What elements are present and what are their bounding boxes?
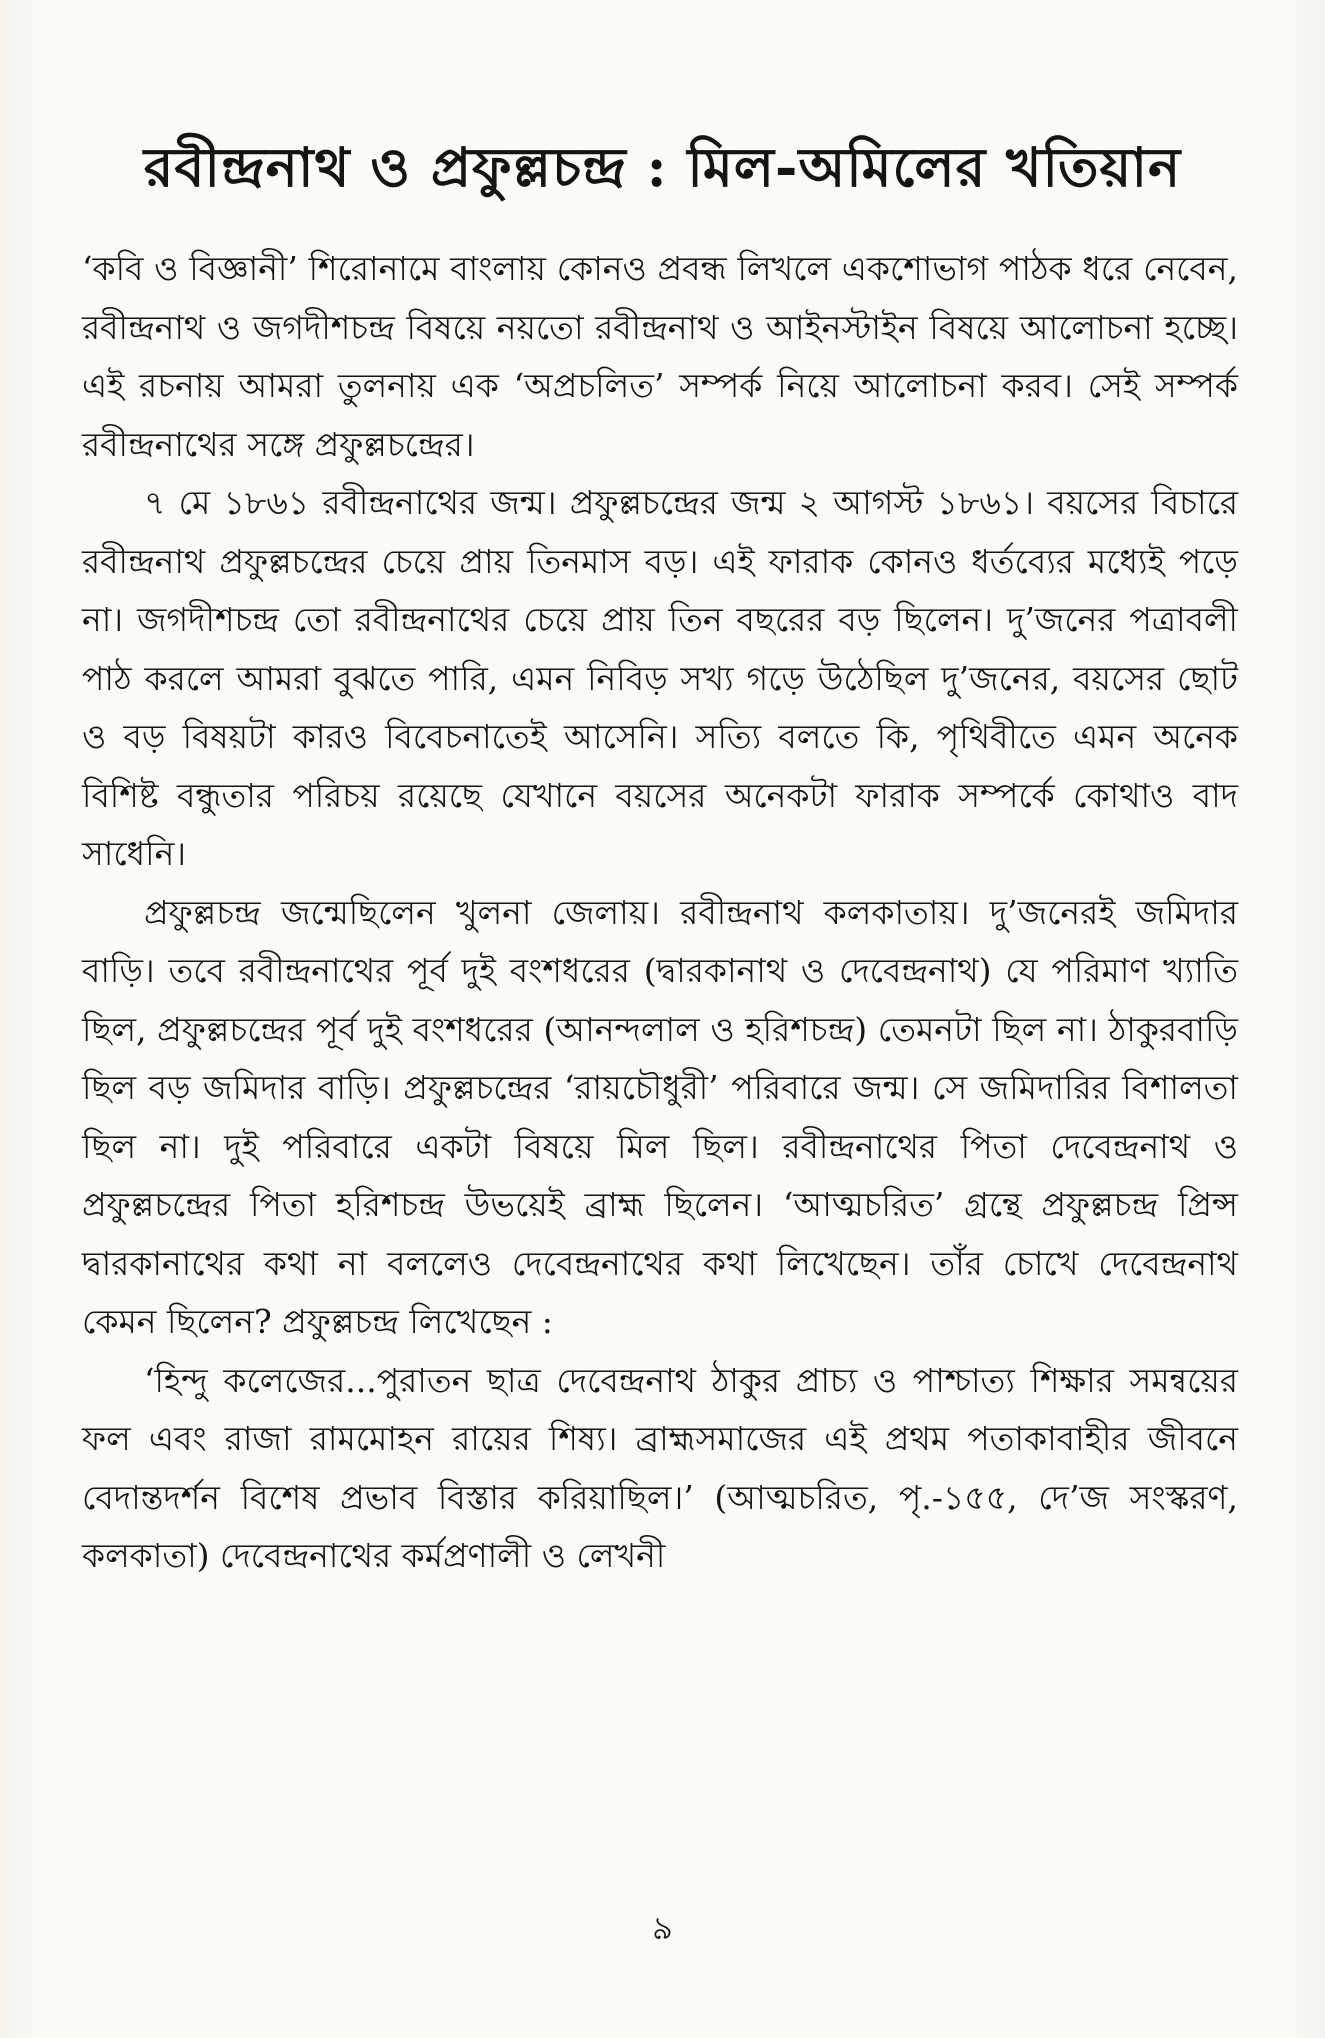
page-number: ৯ xyxy=(652,1909,673,1947)
paragraph-intro: ‘কবি ও বিজ্ঞানী’ শিরোনামে বাংলায় কোনও প্রবন্ধ লিখলে একশোভাগ পাঠক ধরে নেবেন, রবীন্দ্রনাথ ও জগদীশচন্দ্র বিষয়ে নয়তো রবীন্দ্রনাথ ও আইনস্টাইন বিষয়ে আলোচনা হচ্ছে। এই রচনায় আমরা তুলনায় এক ‘অপ্রচলিত’ সম্পর্ক নিয়ে আলোচনা করব। সেই সম্পর্ক রবীন্দ্রনাথের সঙ্গে প্রফুল্লচন্দ্রের। xyxy=(82,249,1238,464)
paragraph-quote: ‘হিন্দু কলেজের...পুরাতন ছাত্র দেবেন্দ্রনাথ ঠাকুর প্রাচ্য ও পাশ্চাত্য শিক্ষার সমন্বয়ের ফল এবং রাজা রামমোহন রায়ের শিষ্য। ব্রাহ্মসমাজের এই প্রথম পতাকাবাহীর জীবনে বেদান্তদর্শন বিশেষ প্রভাব বিস্তার করিয়াছিল।’ (আত্মচরিত, পৃ.-১৫৫, দে’জ সংস্করণ, কলকাতা) দেবেন্দ্রনাথের কর্মপ্রণালী ও লেখনী xyxy=(82,1360,1238,1575)
paragraph-family: প্রফুল্লচন্দ্র জন্মেছিলেন খুলনা জেলায়। রবীন্দ্রনাথ কলকাতায়। দু’জনেরই জমিদার বাড়ি। তবে রবীন্দ্রনাথের পূর্ব দুই বংশধরের (দ্বারকানাথ ও দেবেন্দ্রনাথ) যে পরিমাণ খ্যাতি ছিল, প্রফুল্লচন্দ্রের পূর্ব দুই বংশধরের (আনন্দলাল ও হরিশচন্দ্র) তেমনটা ছিল না। ঠাকুরবাড়ি ছিল বড় জমিদার বাড়ি। প্রফুল্লচন্দ্রের ‘রায়চৌধুরী’ পরিবারে জন্ম। সে জমিদারির বিশালতা ছিল না। দুই পরিবারে একটা বিষয়ে মিল ছিল। রবীন্দ্রনাথের পিতা দেবেন্দ্রনাথ ও প্রফুল্লচন্দ্রের পিতা হরিশচন্দ্র উভয়েই ব্রাহ্ম ছিলেন। ‘আত্মচরিত’ গ্রন্থে প্রফুল্লচন্দ্র প্রিন্স দ্বারকানাথের কথা না বললেও দেবেন্দ্রনাথের কথা লিখেছেন। তাঁর চোখে দেবেন্দ্রনাথ কেমন ছিলেন? প্রফুল্লচন্দ্র লিখেছেন : xyxy=(82,892,1238,1341)
bleed-through-shadow xyxy=(110,10,120,48)
body-text xyxy=(82,240,1238,1586)
chapter-title: রবীন্দ্রনাথ ও প্রফুল্লচন্দ্র : মিল-অমিলের খতিয়ান xyxy=(143,135,1182,200)
paragraph-birth: ৭ মে ১৮৬১ রবীন্দ্রনাথের জন্ম। প্রফুল্লচন্দ্রের জন্ম ২ আগস্ট ১৮৬১। বয়সের বিচারে রবীন্দ্রনাথ প্রফুল্লচন্দ্রের চেয়ে প্রায় তিনমাস বড়। এই ফারাক কোনও ধর্তব্যের মধ্যেই পড়ে না। জগদীশচন্দ্র তো রবীন্দ্রনাথের চেয়ে প্রায় তিন বছরের বড় ছিলেন। দু’জনের পত্রাবলী পাঠ করলে আমরা বুঝতে পারি, এমন নিবিড় সখ্য গড়ে উঠেছিল দু’জনের, বয়সের ছোট ও বড় বিষয়টা কারও বিবেচনাতেই আসেনি। সত্যি বলতে কি, পৃথিবীতে এমন অনেক বিশিষ্ট বন্ধুতার পরিচয় রয়েছে যেখানে বয়সের অনেকটা ফারাক সম্পর্কে কোথাও বাদ সাধেনি। xyxy=(82,483,1238,873)
